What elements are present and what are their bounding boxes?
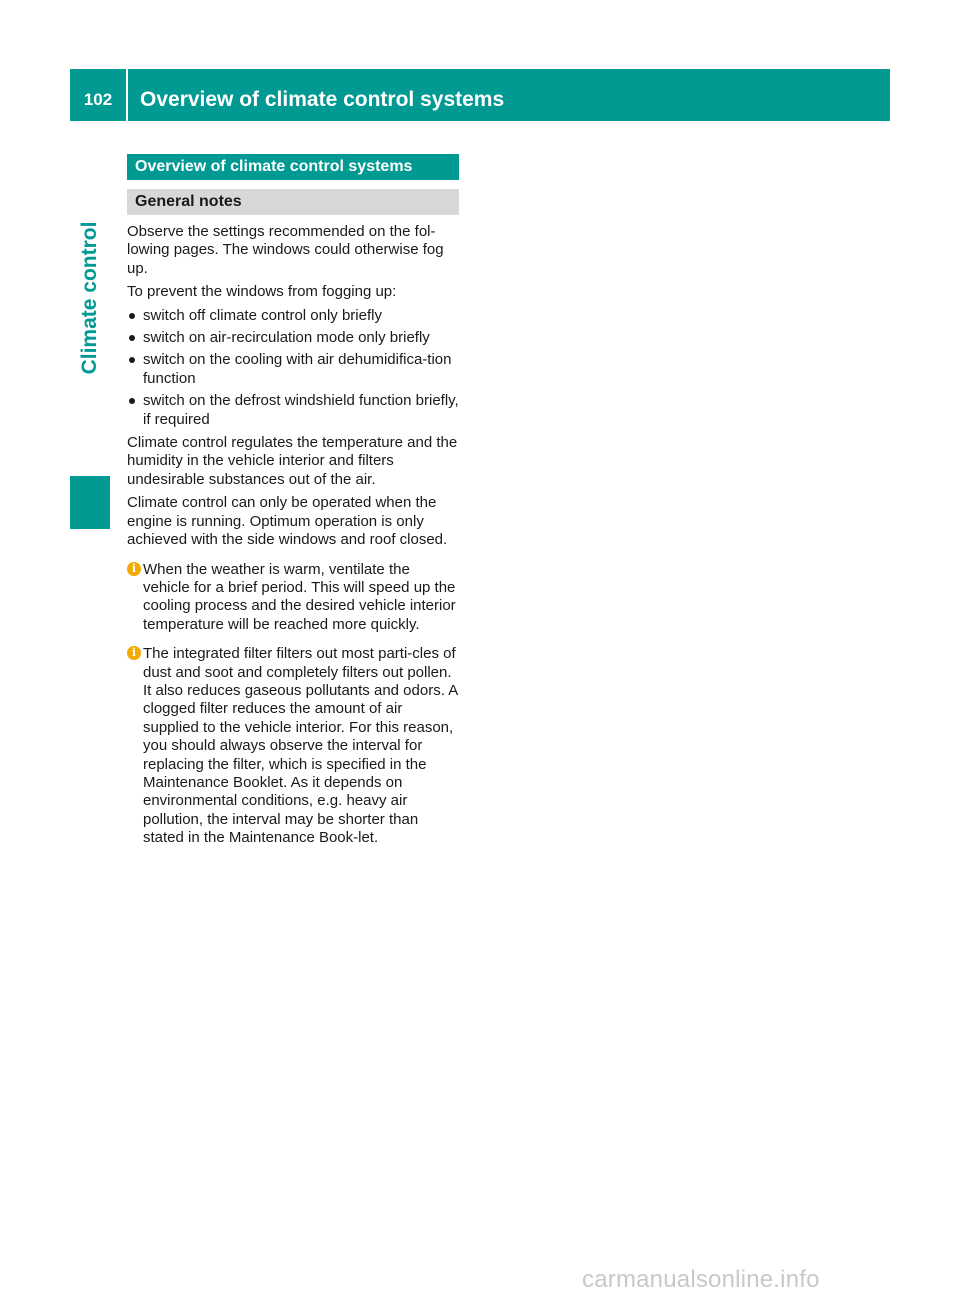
note-text: The integrated filter filters out most parti-cles of dust and soot and completely filters out pollen. It also reduces gaseous pollutants and odors. A clogged filter reduces the amount of air supplied to the vehicle interior. For this reason, you should always observe the interval for replacing the filter, which is specified in the Maintenance Booklet. As it depends on environmental conditions, e.g. heavy air pollution, the interval may be shorter than stated in the Maintenance Book-let. — [143, 645, 458, 847]
list-item: switch on the cooling with air dehumidifica-tion function — [127, 351, 459, 388]
info-note-ventilate — [127, 561, 459, 635]
list-item: switch off climate control only briefly — [127, 307, 459, 325]
info-note-filter — [127, 645, 459, 847]
side-tab-text: Climate control — [78, 221, 101, 375]
info-icon: i — [127, 646, 141, 660]
header-divider — [126, 69, 128, 121]
info-icon: i — [127, 562, 141, 576]
page-number: 102 — [83, 90, 113, 109]
subsection-title: General notes — [127, 189, 459, 215]
list-item: switch on the defrost windshield function briefly, if required — [127, 392, 459, 429]
list-item: switch on air-recirculation mode only briefly — [127, 329, 459, 347]
section-title: Overview of climate control systems — [127, 154, 459, 180]
page-content — [127, 154, 459, 854]
fogging-intro: To prevent the windows from fogging up: — [127, 283, 397, 301]
page-header — [70, 69, 890, 121]
side-tab-label — [70, 121, 110, 475]
watermark: carmanualsonline.info — [582, 1266, 820, 1293]
fogging-tips-list — [127, 307, 459, 429]
operation-paragraph: Climate control can only be operated when the engine is running. Optimum operation is only achieved with the side windows and roof closed. — [127, 494, 448, 549]
header-title: Overview of climate control systems — [140, 88, 505, 111]
regulation-paragraph: Climate control regulates the temperature and the humidity in the vehicle interior and filters undesirable substances out of the air. — [127, 434, 458, 488]
note-text: When the weather is warm, ventilate the vehicle for a brief period. This will speed up the cooling process and the desired vehicle interior temperature will be reached more quickly. — [143, 560, 456, 633]
side-tab-marker — [70, 476, 110, 529]
intro-paragraph: Observe the settings recommended on the fol-lowing pages. The windows could otherwise fog up. — [127, 223, 444, 277]
